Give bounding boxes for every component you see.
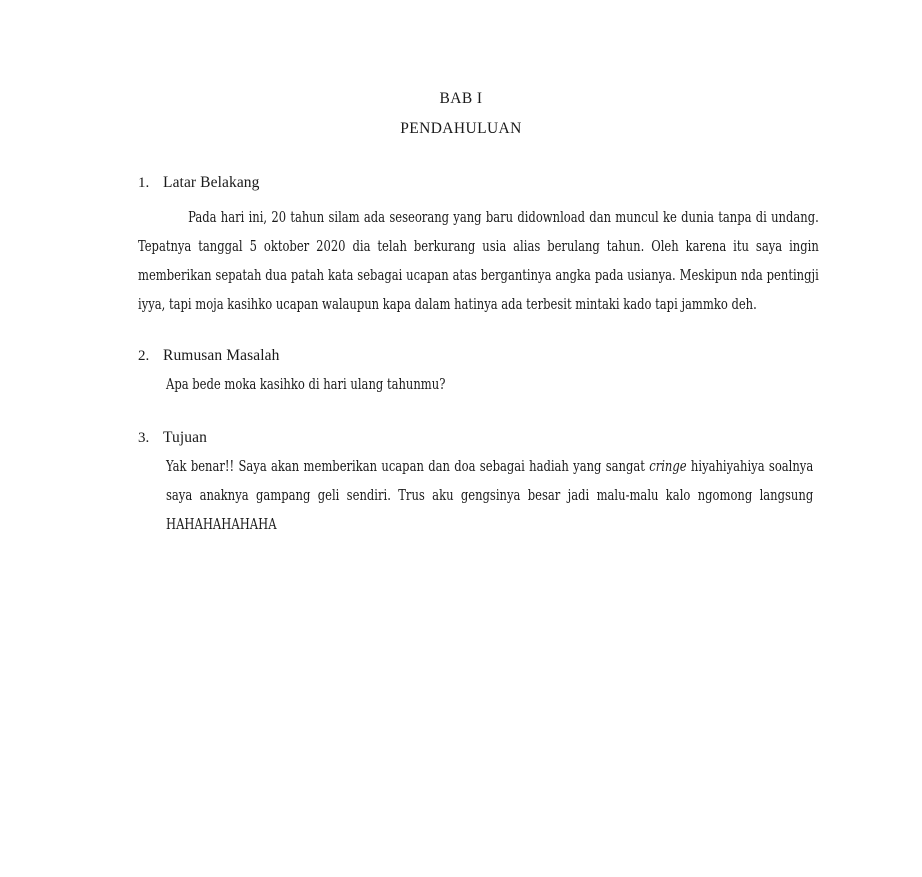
chapter-title: PENDAHULUAN xyxy=(400,120,522,137)
section-1-paragraph: Pada hari ini, 20 tahun silam ada seseorang yang baru didownload dan muncul ke dunia tanpa di undang. Tepatnya tanggal 5 oktober 2020 dia telah berkurang usia alias berulang tahun. Oleh karena itu saya ingin memberikan sepatah dua patah kata sebagai ucapan atas bergantinya angka pada usianya. Meskipun nda pentingji iyya, tapi moja kasihko ucapan walaupun kapa dalam hatinya ada terbesit mintaki kado tapi jammko deh. xyxy=(138,209,819,313)
section-3-heading xyxy=(138,427,819,449)
chapter-label: BAB I xyxy=(439,90,483,107)
section-1-title: Latar Belakang xyxy=(163,174,260,191)
section-latar-belakang xyxy=(138,172,819,319)
section-rumusan-masalah xyxy=(138,345,819,399)
section-spacer-2 xyxy=(138,399,819,427)
section-3-number: 3. xyxy=(138,430,150,446)
section-2-title: Rumusan Masalah xyxy=(163,347,280,364)
section-1-heading xyxy=(138,172,819,194)
document-title-block xyxy=(0,84,922,144)
document-body xyxy=(138,172,819,539)
section-2-number: 2. xyxy=(138,348,150,364)
section-3-italic-word: cringe xyxy=(649,458,687,475)
section-spacer-1 xyxy=(138,319,819,345)
section-tujuan xyxy=(138,427,819,539)
section-2-paragraph: Apa bede moka kasihko di hari ulang tahunmu? xyxy=(166,376,446,393)
section-2-heading xyxy=(138,345,819,367)
section-3-paragraph xyxy=(166,452,813,539)
section-3-text-after-italic: hiyahiyahiya soalnya saya anaknya gampang geli sendiri. Trus aku gengsinya besar jadi malu-malu kalo ngomong langsung HAHAHAHAHAHA xyxy=(166,458,814,533)
section-1-number: 1. xyxy=(138,175,150,191)
section-3-title: Tujuan xyxy=(163,429,207,446)
section-3-text-before-italic: Yak benar!! Saya akan memberikan ucapan dan doa sebagai hadiah yang sangat xyxy=(166,458,650,475)
